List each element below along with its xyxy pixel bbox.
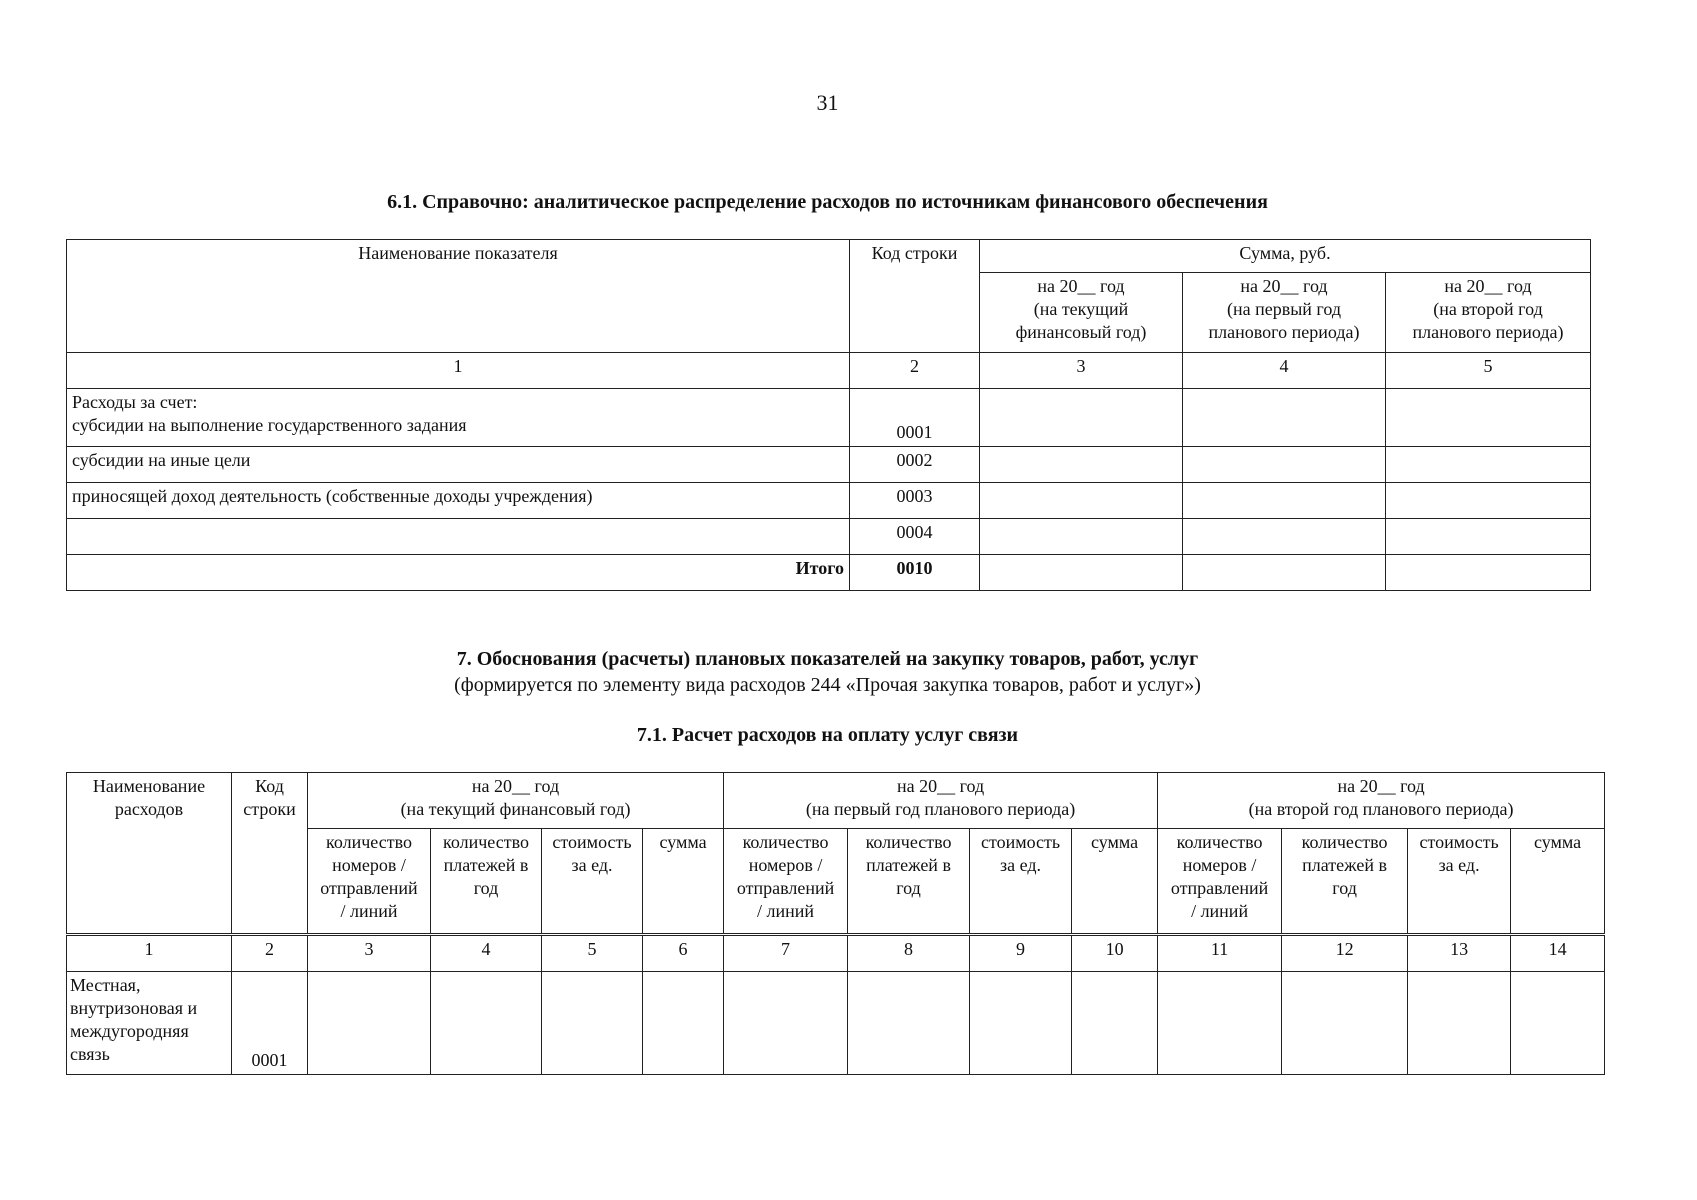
column-number: 8 (848, 935, 970, 972)
value-cell[interactable] (1386, 519, 1591, 555)
header-quantity: количество номеров / отправлений / линий (1158, 829, 1282, 935)
header-payments: количество платежей в год (431, 829, 542, 935)
column-number: 1 (67, 353, 850, 389)
header-unit-cost: стоимость за ед. (542, 829, 643, 935)
row-label: Местная, внутризоновая и междугородняя связь (67, 972, 232, 1075)
table-row (67, 972, 1605, 1075)
header-sum: сумма (1511, 829, 1605, 935)
value-cell[interactable] (1183, 555, 1386, 591)
header-period-current: на 20__ год (на текущий финансовый год) (308, 773, 724, 829)
table-row (67, 483, 1591, 519)
header-year-first: на 20__ год (на первый год планового периода) (1183, 273, 1386, 353)
table-6-1 (66, 239, 1591, 591)
value-cell[interactable] (980, 555, 1183, 591)
section-7-1-title: 7.1. Расчет расходов на оплату услуг связи (636, 724, 1019, 746)
column-number: 9 (970, 935, 1072, 972)
header-payments: количество платежей в год (848, 829, 970, 935)
value-cell[interactable] (1282, 972, 1408, 1075)
column-number: 11 (1158, 935, 1282, 972)
value-cell[interactable] (542, 972, 643, 1075)
header-sum: Сумма, руб. (980, 240, 1591, 273)
value-cell[interactable] (980, 519, 1183, 555)
column-number: 6 (643, 935, 724, 972)
row-code: 0002 (850, 447, 980, 483)
column-number: 14 (1511, 935, 1605, 972)
header-year-second: на 20__ год (на второй год планового периода) (1386, 273, 1591, 353)
column-number: 12 (1282, 935, 1408, 972)
row-label (67, 519, 850, 555)
value-cell[interactable] (643, 972, 724, 1075)
header-quantity: количество номеров / отправлений / линий (724, 829, 848, 935)
header-name: Наименование показателя (67, 240, 850, 353)
page-number: 31 (816, 90, 839, 115)
value-cell[interactable] (848, 972, 970, 1075)
header-code: Код строки (850, 240, 980, 353)
row-code: 0001 (850, 389, 980, 447)
column-number: 13 (1408, 935, 1511, 972)
header-period-first: на 20__ год (на первый год планового периода) (724, 773, 1158, 829)
column-number: 10 (1072, 935, 1158, 972)
column-number: 5 (542, 935, 643, 972)
column-number: 1 (67, 935, 232, 972)
table-row (67, 447, 1591, 483)
total-row (67, 555, 1591, 591)
table-7-1 (66, 772, 1605, 1075)
value-cell[interactable] (431, 972, 542, 1075)
table-row (67, 389, 1591, 447)
value-cell[interactable] (1158, 972, 1282, 1075)
value-cell[interactable] (724, 972, 848, 1075)
column-numbers-row (67, 353, 1591, 389)
column-number: 4 (431, 935, 542, 972)
header-unit-cost: стоимость за ед. (1408, 829, 1511, 935)
value-cell[interactable] (1386, 483, 1591, 519)
value-cell[interactable] (1386, 555, 1591, 591)
table-row (67, 519, 1591, 555)
value-cell[interactable] (980, 483, 1183, 519)
value-cell[interactable] (308, 972, 431, 1075)
header-sum: сумма (1072, 829, 1158, 935)
value-cell[interactable] (1183, 483, 1386, 519)
value-cell[interactable] (1511, 972, 1605, 1075)
column-numbers-row (67, 935, 1605, 972)
section-6-1-title: 6.1. Справочно: аналитическое распределение расходов по источникам финансового обеспечения (387, 191, 1268, 213)
column-number: 2 (850, 353, 980, 389)
header-year-current: на 20__ год (на текущий финансовый год) (980, 273, 1183, 353)
value-cell[interactable] (980, 447, 1183, 483)
row-code: 0001 (232, 972, 308, 1075)
header-sum: сумма (643, 829, 724, 935)
row-label: приносящей доход деятельность (собственные доходы учреждения) (67, 483, 850, 519)
value-cell[interactable] (980, 389, 1183, 447)
value-cell[interactable] (970, 972, 1072, 1075)
column-number: 3 (980, 353, 1183, 389)
row-code: 0003 (850, 483, 980, 519)
header-unit-cost: стоимость за ед. (970, 829, 1072, 935)
header-code: Код строки (232, 773, 308, 935)
column-number: 2 (232, 935, 308, 972)
value-cell[interactable] (1408, 972, 1511, 1075)
value-cell[interactable] (1183, 519, 1386, 555)
section-7-title: 7. Обоснования (расчеты) плановых показателей на закупку товаров, работ, услуг (456, 648, 1199, 670)
header-name: Наименование расходов (67, 773, 232, 935)
total-code: 0010 (850, 555, 980, 591)
row-code: 0004 (850, 519, 980, 555)
header-period-second: на 20__ год (на второй год планового периода) (1158, 773, 1605, 829)
value-cell[interactable] (1072, 972, 1158, 1075)
column-number: 3 (308, 935, 431, 972)
row-label: Расходы за счет: субсидии на выполнение государственного задания (67, 389, 850, 447)
value-cell[interactable] (1183, 447, 1386, 483)
total-label: Итого (67, 555, 850, 591)
row-label: субсидии на иные цели (67, 447, 850, 483)
value-cell[interactable] (1183, 389, 1386, 447)
column-number: 7 (724, 935, 848, 972)
column-number: 4 (1183, 353, 1386, 389)
header-payments: количество платежей в год (1282, 829, 1408, 935)
value-cell[interactable] (1386, 389, 1591, 447)
section-7-subtitle: (формируется по элементу вида расходов 244 «Прочая закупка товаров, работ и услуг») (454, 674, 1201, 696)
column-number: 5 (1386, 353, 1591, 389)
header-quantity: количество номеров / отправлений / линий (308, 829, 431, 935)
value-cell[interactable] (1386, 447, 1591, 483)
